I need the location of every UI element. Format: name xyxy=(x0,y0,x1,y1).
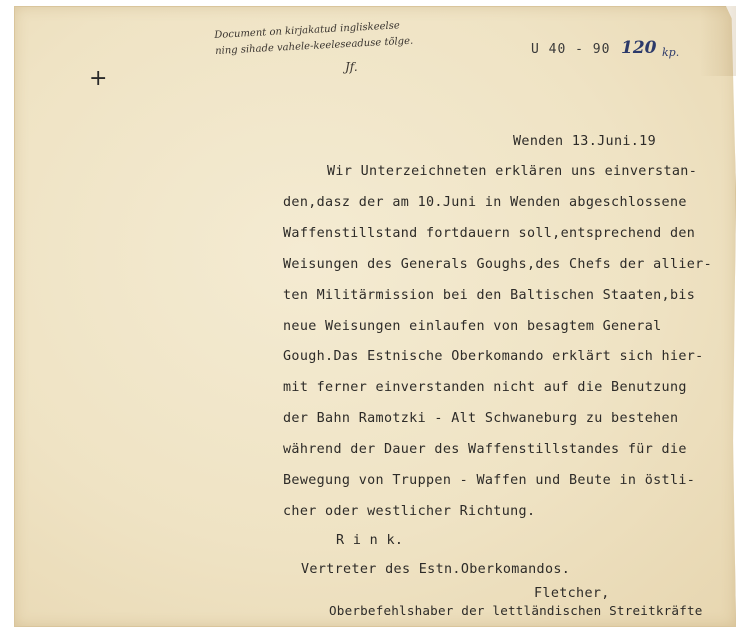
handwritten-note-line-2: ning sihade vahele-keeleseaduse tõlge. xyxy=(214,35,414,57)
archive-code: U 40 - 90 xyxy=(531,42,611,57)
body-line: Bewegung von Truppen - Waffen und Beute in östli- xyxy=(283,473,696,488)
paper-edge-wear xyxy=(700,6,736,76)
body-line: neue Weisungen einlaufen von besagtem General xyxy=(283,319,662,334)
cross-mark: + xyxy=(89,66,108,91)
body-line: ten Militärmission bei den Baltischen Staaten,bis xyxy=(283,288,696,303)
handwritten-note-line-1: Document on kirjakatud ingliskeelse xyxy=(214,20,401,41)
signature-title-rink: Vertreter des Estn.Oberkomandos. xyxy=(301,562,571,577)
body-line: Weisungen des Generals Goughs,des Chefs der allier- xyxy=(283,257,713,272)
body-line: den,dasz der am 10.Juni in Wenden abgeschlossene xyxy=(283,195,687,210)
body-line: cher oder westlicher Richtung. xyxy=(283,504,536,519)
body-line: mit ferner einverstanden nicht auf die Benutzung xyxy=(283,380,687,395)
archive-page-number: 120 xyxy=(621,38,657,58)
signature-title-fletcher: Oberbefehlshaber der lettländischen Streitkräfte xyxy=(329,603,703,618)
signature-name-fletcher: Fletcher, xyxy=(534,586,610,601)
archive-page-suffix: kp. xyxy=(662,46,680,59)
handwritten-initials: Jf. xyxy=(345,60,358,74)
body-line: Waffenstillstand fortdauern soll,entsprechend den xyxy=(283,226,696,241)
body-line: während der Dauer des Waffenstillstandes für die xyxy=(283,442,687,457)
document-date: Wenden 13.Juni.19 xyxy=(513,134,657,149)
body-line: Wir Unterzeichneten erklären uns einverstan- xyxy=(327,164,698,179)
body-line: der Bahn Ramotzki - Alt Schwaneburg zu bestehen xyxy=(283,411,679,426)
body-line: Gough.Das Estnische Oberkomando erklärt sich hier- xyxy=(283,349,704,364)
signature-name-rink: R i n k. xyxy=(336,533,404,548)
